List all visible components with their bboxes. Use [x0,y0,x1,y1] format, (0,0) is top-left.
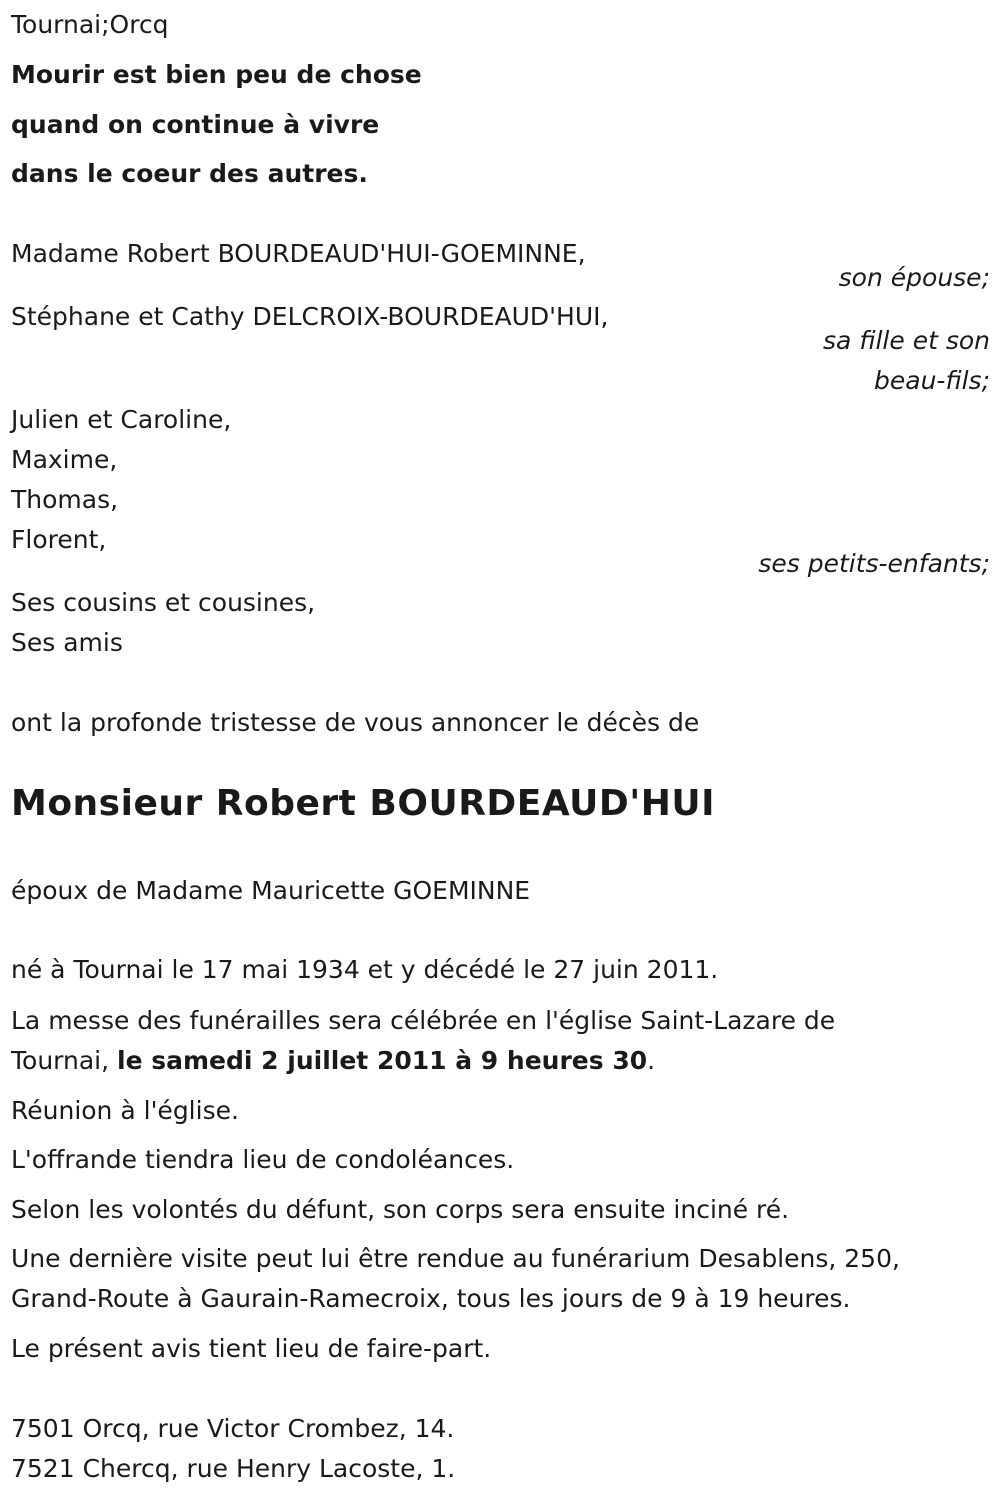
daughter-role-line-2: beau-fils; [874,366,990,395]
announcement-intro: ont la profonde tristesse de vous annoncer le décès de [11,708,700,737]
grandchild-4: Florent, [11,525,107,554]
cremation: Selon les volontés du défunt, son corps sera ensuite inciné ré. [11,1195,790,1224]
grandchildren-role: ses petits-enfants; [758,549,990,578]
notice: Le présent avis tient lieu de faire-part. [11,1334,492,1363]
grandchild-2: Maxime, [11,445,118,474]
spouse-role: son épouse; [838,263,990,292]
spouse-of: époux de Madame Mauricette GOEMINNE [11,876,531,905]
mass-line-2-suffix: . [647,1046,656,1075]
spouse-name: Madame Robert BOURDEAUD'HUI-GOEMINNE, [11,239,586,268]
mass-line-2-prefix: Tournai, [11,1046,118,1075]
daughter-name: Stéphane et Cathy DELCROIX-BOURDEAUD'HUI, [11,302,609,331]
quote-line-3: dans le coeur des autres. [11,159,368,188]
friends: Ses amis [11,628,123,657]
quote-line-1: Mourir est bien peu de chose [11,60,422,89]
mass-date-time: le samedi 2 juillet 2011 à 9 heures 30 [117,1046,648,1075]
visit-line-2: Grand-Route à Gaurain-Ramecroix, tous les jours de 9 à 19 heures. [11,1284,851,1313]
address-1: 7501 Orcq, rue Victor Crombez, 14. [11,1414,455,1443]
place-header: Tournai;Orcq [11,10,169,39]
grandchild-3: Thomas, [11,485,119,514]
meeting: Réunion à l'église. [11,1096,239,1125]
birth-death: né à Tournai le 17 mai 1934 et y décédé le 27 juin 2011. [11,955,719,984]
deceased-name: Monsieur Robert BOURDEAUD'HUI [11,783,716,824]
grandchild-1: Julien et Caroline, [11,405,232,434]
mass-line-2 [11,1048,655,1073]
offering: L'offrande tiendra lieu de condoléances. [11,1145,515,1174]
visit-line-1: Une dernière visite peut lui être rendue au funérarium Desablens, 250, [11,1244,900,1273]
daughter-role-line-1: sa fille et son [823,326,990,355]
mass-line-1: La messe des funérailles sera célébrée en l'église Saint-Lazare de [11,1006,836,1035]
quote-line-2: quand on continue à vivre [11,110,380,139]
cousins: Ses cousins et cousines, [11,588,316,617]
address-2: 7521 Chercq, rue Henry Lacoste, 1. [11,1454,456,1483]
